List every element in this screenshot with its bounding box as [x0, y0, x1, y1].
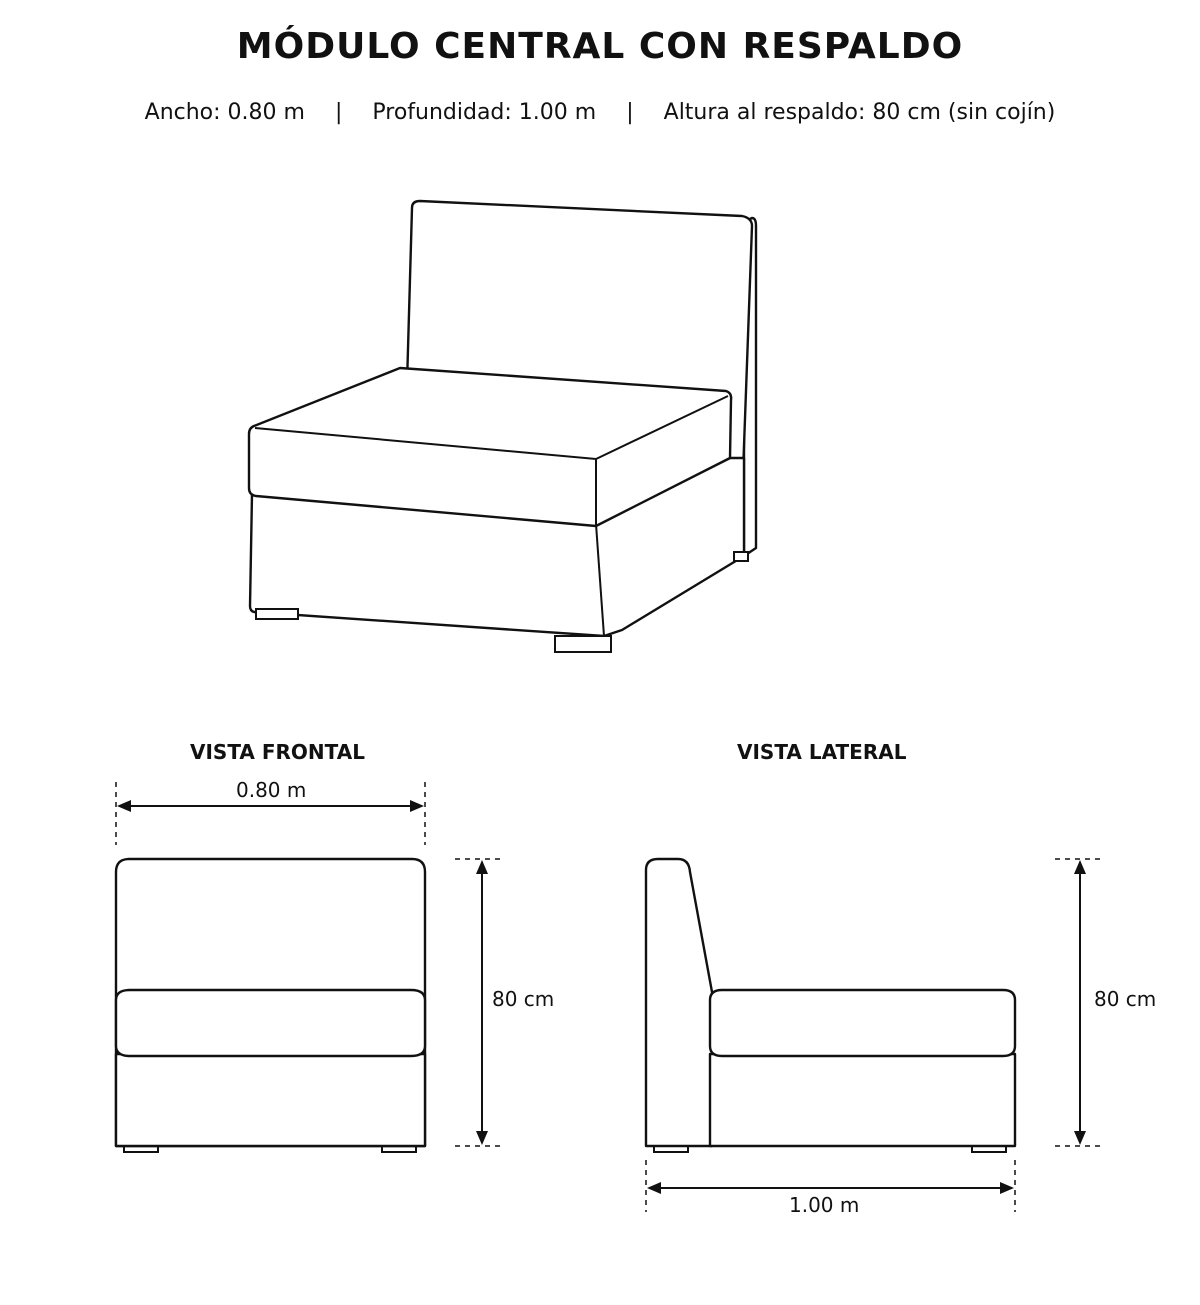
- foot: [555, 636, 611, 652]
- side-view-label: VISTA LATERAL: [737, 740, 907, 764]
- spec-width: Ancho: 0.80 m: [144, 100, 305, 125]
- foot: [256, 609, 298, 619]
- spec-separator: |: [334, 100, 343, 125]
- front-width-label: 0.80 m: [236, 778, 307, 802]
- front-view-label: VISTA FRONTAL: [190, 740, 365, 764]
- backrest: [646, 859, 712, 1146]
- base-block: [710, 1054, 1015, 1146]
- spec-height: Altura al respaldo: 80 cm (sin cojín): [663, 100, 1056, 125]
- side-depth-label: 1.00 m: [789, 1193, 860, 1217]
- seat-cushion: [710, 990, 1015, 1056]
- front-view-drawing: [116, 782, 505, 1152]
- front-height-label: 80 cm: [492, 987, 555, 1011]
- perspective-view: [249, 201, 756, 652]
- seat-cushion: [116, 990, 425, 1056]
- spec-depth: Profundidad: 1.00 m: [372, 100, 597, 125]
- side-height-label: 80 cm: [1094, 987, 1157, 1011]
- side-view-drawing: [646, 859, 1105, 1212]
- page-title: MÓDULO CENTRAL CON RESPALDO: [236, 26, 964, 67]
- base-block: [116, 1054, 425, 1146]
- foot: [734, 552, 748, 561]
- spec-separator: |: [626, 100, 634, 125]
